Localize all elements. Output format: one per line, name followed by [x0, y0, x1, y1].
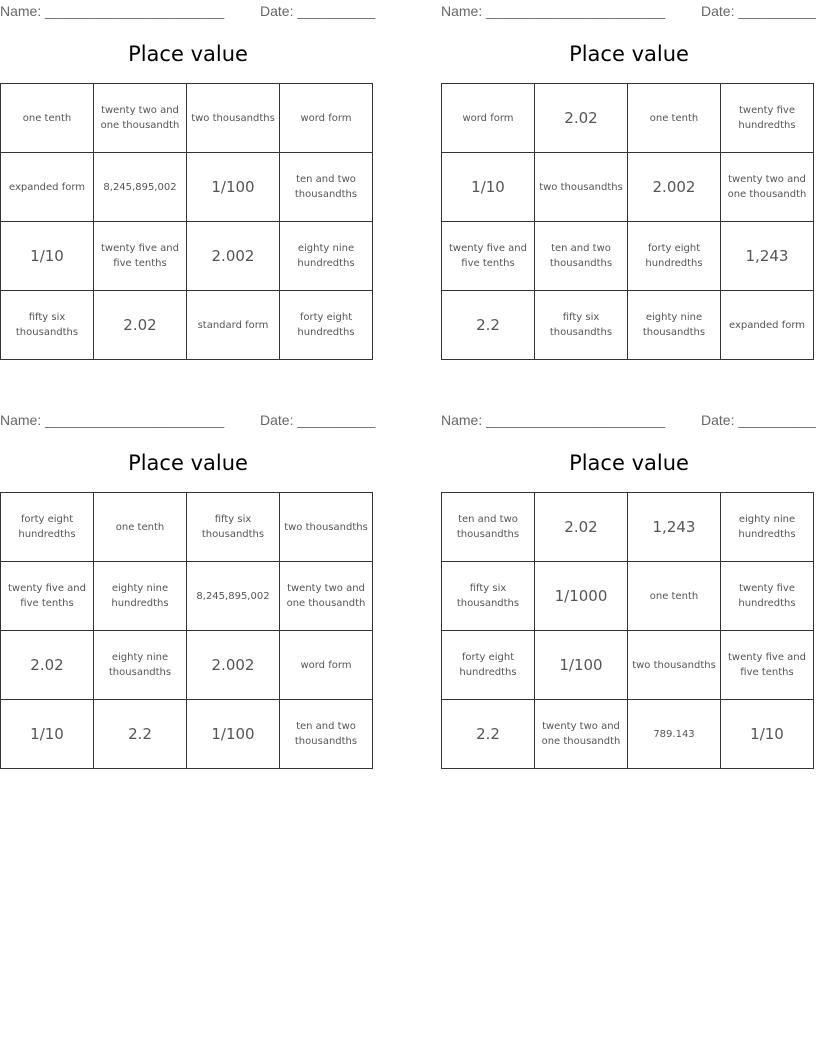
grid-cell: 1,243 — [721, 222, 814, 291]
grid-cell: two thousandths — [535, 153, 628, 222]
grid-cell: one tenth — [628, 84, 721, 153]
grid-cell: 2.002 — [628, 153, 721, 222]
grid-cell: 8,245,895,002 — [187, 562, 280, 631]
grid-cell: forty eight hundredths — [442, 631, 535, 700]
grid-cell: 1/1000 — [535, 562, 628, 631]
grid-row — [442, 631, 814, 700]
grid-cell: two thousandths — [280, 493, 373, 562]
bingo-grid — [0, 492, 373, 769]
grid-cell: fifty six thousandths — [187, 493, 280, 562]
grid-cell: twenty five hundredths — [721, 562, 814, 631]
grid-cell: twenty five hundredths — [721, 84, 814, 153]
date-field: Date: __________ — [260, 412, 376, 428]
grid-cell: twenty five and five tenths — [442, 222, 535, 291]
date-field: Date: __________ — [260, 3, 376, 19]
grid-cell: forty eight hundredths — [1, 493, 94, 562]
grid-cell: word form — [280, 84, 373, 153]
grid-cell: fifty six thousandths — [1, 291, 94, 360]
card-header — [441, 0, 816, 20]
grid-cell: eighty nine thousandths — [628, 291, 721, 360]
card-title: Place value — [128, 42, 248, 66]
grid-row — [442, 291, 814, 360]
grid-cell: twenty two and one thousandth — [535, 700, 628, 769]
date-field: Date: __________ — [701, 412, 816, 428]
card-title: Place value — [128, 451, 248, 475]
grid-cell: twenty two and one thousandth — [280, 562, 373, 631]
grid-cell: 1/10 — [721, 700, 814, 769]
grid-cell: 2.2 — [94, 700, 187, 769]
grid-cell: one tenth — [1, 84, 94, 153]
grid-cell: 789.143 — [628, 700, 721, 769]
bingo-grid — [441, 83, 814, 360]
grid-cell: 2.002 — [187, 631, 280, 700]
grid-row — [442, 222, 814, 291]
grid-cell: 2.2 — [442, 291, 535, 360]
bingo-card-3 — [0, 409, 376, 789]
grid-cell: 1/100 — [187, 153, 280, 222]
grid-cell: two thousandths — [628, 631, 721, 700]
grid-cell: ten and two thousandths — [442, 493, 535, 562]
grid-cell: 1/10 — [1, 700, 94, 769]
grid-cell: 1,243 — [628, 493, 721, 562]
grid-cell: eighty nine thousandths — [94, 631, 187, 700]
grid-cell: ten and two thousandths — [535, 222, 628, 291]
grid-cell: expanded form — [721, 291, 814, 360]
grid-cell: 1/10 — [442, 153, 535, 222]
grid-row — [1, 562, 373, 631]
grid-cell: eighty nine hundredths — [94, 562, 187, 631]
grid-cell: eighty nine hundredths — [280, 222, 373, 291]
grid-cell: 2.02 — [535, 84, 628, 153]
grid-cell: 1/10 — [1, 222, 94, 291]
grid-cell: 2.02 — [535, 493, 628, 562]
grid-cell: two thousandths — [187, 84, 280, 153]
grid-cell: 2.2 — [442, 700, 535, 769]
grid-row — [442, 153, 814, 222]
name-field: Name: _______________________ — [441, 412, 666, 428]
grid-cell: fifty six thousandths — [442, 562, 535, 631]
date-field: Date: __________ — [701, 3, 816, 19]
card-title: Place value — [569, 451, 689, 475]
bingo-card-4 — [441, 409, 816, 789]
grid-row — [1, 222, 373, 291]
grid-row — [442, 562, 814, 631]
grid-row — [1, 291, 373, 360]
grid-cell: fifty six thousandths — [535, 291, 628, 360]
grid-row — [1, 700, 373, 769]
grid-cell: twenty five and five tenths — [721, 631, 814, 700]
bingo-grid — [441, 492, 814, 769]
grid-row — [1, 493, 373, 562]
card-header — [441, 409, 816, 429]
grid-cell: word form — [280, 631, 373, 700]
grid-cell: expanded form — [1, 153, 94, 222]
grid-cell: 8,245,895,002 — [94, 153, 187, 222]
grid-cell: twenty two and one thousandth — [94, 84, 187, 153]
grid-cell: 1/100 — [535, 631, 628, 700]
grid-cell: word form — [442, 84, 535, 153]
card-header — [0, 409, 376, 429]
grid-cell: one tenth — [94, 493, 187, 562]
grid-cell: 1/100 — [187, 700, 280, 769]
grid-cell: ten and two thousandths — [280, 153, 373, 222]
name-field: Name: _______________________ — [441, 3, 666, 19]
grid-cell: one tenth — [628, 562, 721, 631]
grid-cell: standard form — [187, 291, 280, 360]
bingo-card-1 — [0, 0, 376, 380]
grid-cell: twenty five and five tenths — [94, 222, 187, 291]
grid-row — [442, 493, 814, 562]
name-field: Name: _______________________ — [0, 3, 225, 19]
grid-row — [442, 84, 814, 153]
grid-row — [1, 153, 373, 222]
bingo-card-2 — [441, 0, 816, 380]
bingo-grid — [0, 83, 373, 360]
grid-cell: forty eight hundredths — [280, 291, 373, 360]
grid-cell: 2.02 — [1, 631, 94, 700]
grid-cell: forty eight hundredths — [628, 222, 721, 291]
card-title: Place value — [569, 42, 689, 66]
grid-cell: twenty five and five tenths — [1, 562, 94, 631]
grid-row — [1, 631, 373, 700]
name-field: Name: _______________________ — [0, 412, 225, 428]
card-header — [0, 0, 376, 20]
grid-cell: 2.02 — [94, 291, 187, 360]
grid-cell: eighty nine hundredths — [721, 493, 814, 562]
grid-cell: ten and two thousandths — [280, 700, 373, 769]
grid-row — [1, 84, 373, 153]
grid-cell: twenty two and one thousandth — [721, 153, 814, 222]
grid-cell: 2.002 — [187, 222, 280, 291]
grid-row — [442, 700, 814, 769]
